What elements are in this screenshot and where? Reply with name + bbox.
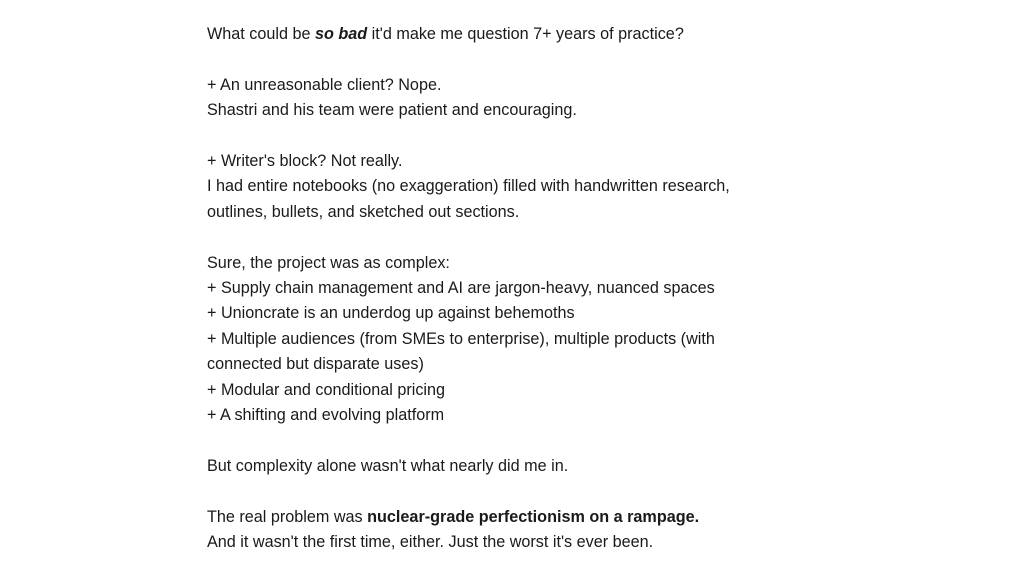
paragraph-gap (207, 428, 807, 453)
writers-block-question: + Writer's block? Not really. (207, 152, 403, 170)
intro-emphasis: so bad (314, 25, 368, 43)
problem-statement (207, 505, 807, 530)
paragraph-gap (207, 47, 807, 72)
intro-paragraph (207, 22, 807, 47)
complexity-item-continuation: connected but disparate uses) (207, 355, 424, 374)
complexity-item: + Unioncrate is an underdog up against behemoths (207, 304, 575, 323)
complexity-item: + Multiple audiences (from SMEs to enterprise), multiple products (with (207, 329, 715, 348)
problem-emphasis: nuclear-grade perfectionism on a rampage. (367, 507, 700, 526)
intro-text-before: What could be (207, 25, 315, 43)
client-answer: Shastri and his team were patient and encouraging. (207, 101, 577, 120)
paragraph-gap (207, 479, 807, 504)
paragraph-gap (207, 225, 807, 250)
complexity-item: + Supply chain management and AI are jargon-heavy, nuanced spaces (207, 279, 715, 298)
problem-followup: And it wasn't the first time, either. Just the worst it's ever been. (207, 533, 654, 552)
complexity-heading: Sure, the project was as complex: (207, 253, 450, 272)
intro-text-after: it'd make me question 7+ years of practice? (367, 25, 684, 43)
client-question: + An unreasonable client? Nope. (207, 75, 442, 94)
writers-block-answer-line-1: I had entire notebooks (no exaggeration) filled with handwritten research, (207, 177, 730, 196)
paragraph-gap (207, 124, 807, 149)
writers-block-answer-line-2: outlines, bullets, and sketched out sections. (207, 202, 520, 221)
conclusion-text: But complexity alone wasn't what nearly did me in. (207, 456, 569, 475)
document-body (207, 22, 807, 555)
problem-text-before: The real problem was (207, 507, 368, 526)
complexity-item: + Modular and conditional pricing (207, 380, 446, 399)
complexity-item: + A shifting and evolving platform (207, 406, 445, 425)
